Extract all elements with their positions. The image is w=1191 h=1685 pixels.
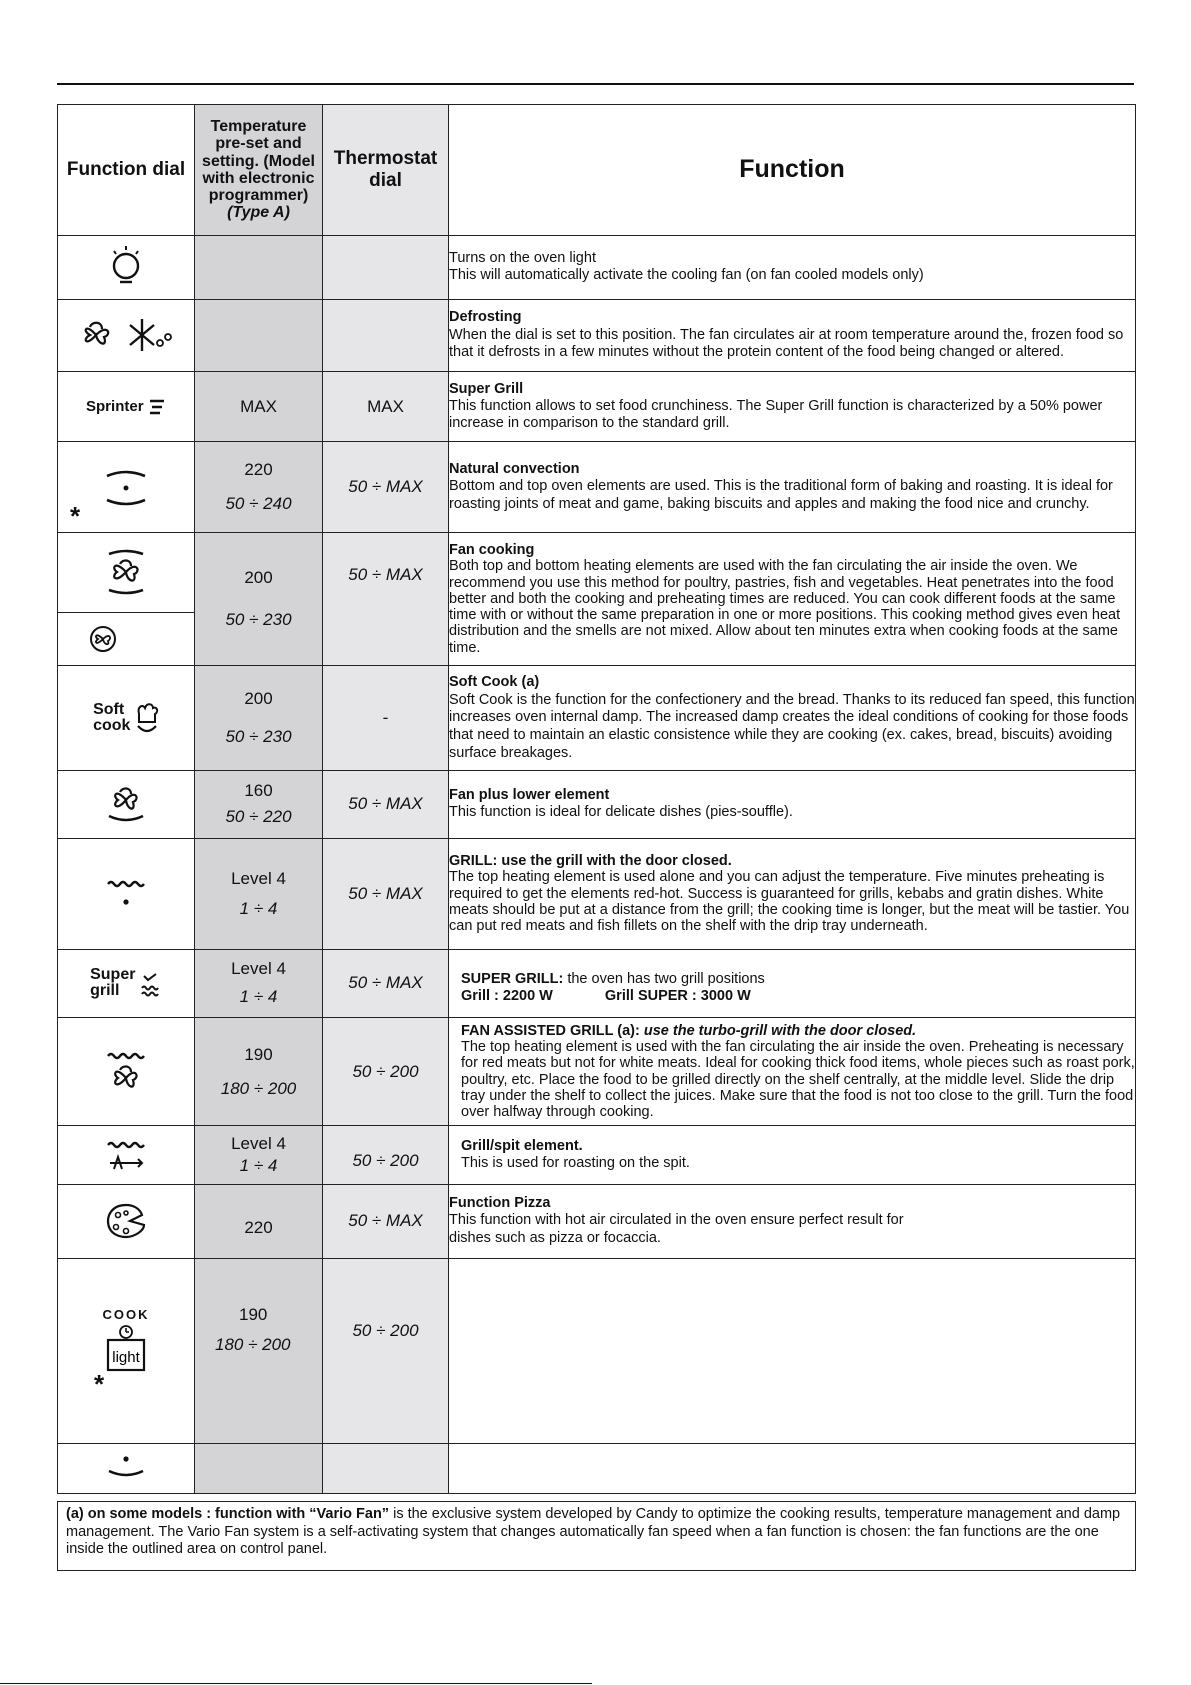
thermostat-cell bbox=[323, 299, 449, 371]
description-cell bbox=[449, 1017, 1136, 1125]
header-row bbox=[58, 105, 1136, 236]
header-temperature bbox=[195, 105, 323, 236]
temp-cell bbox=[195, 235, 323, 299]
icon-cell bbox=[58, 442, 195, 532]
description-text: Bottom and top oven elements are used. This is the traditional form of baking and roasting. It is ideal for roasting joints of meat and game, baking biscuits and apples and making the food nice and crunchy. bbox=[449, 478, 1113, 512]
description-cell bbox=[449, 839, 1136, 949]
temp-preset: 190 bbox=[244, 1044, 273, 1064]
table-row bbox=[58, 1443, 1136, 1493]
table-row bbox=[58, 1017, 1136, 1125]
temp-range: 180 ÷ 200 bbox=[220, 1078, 297, 1098]
description-text: Turns on the oven light This will automatically activate the cooling fan (on fan cooled models only) bbox=[449, 249, 924, 284]
description-title: SUPER GRILL: bbox=[461, 970, 564, 987]
thermostat-cell: 50 ÷ 200 bbox=[323, 1258, 449, 1443]
thermostat-cell: 50 ÷ MAX bbox=[323, 532, 449, 666]
description-text: This function allows to set food crunchiness. The Super Grill function is characterized by a 50% power increase in comparison to the standard grill. bbox=[449, 398, 1103, 432]
description-cell bbox=[449, 1443, 1136, 1493]
table-row bbox=[58, 235, 1136, 299]
temp-range: 50 ÷ 230 bbox=[225, 610, 292, 630]
temp-range: 1 ÷ 4 bbox=[239, 898, 278, 918]
soft-cook-icon-label bbox=[93, 702, 130, 734]
defrost-icon bbox=[76, 313, 176, 357]
cook-light-icon-group bbox=[103, 1307, 150, 1374]
description-title: Super Grill bbox=[449, 380, 524, 397]
description-cell bbox=[449, 372, 1136, 442]
description-text: The top heating element is used with the fan circulating the air inside the oven. Preheating is necessary for red meats but not for white meats. Ideal for cooking thick food items, whole pieces such as roast pork, poultry, etc. Place the food to be grilled directly on the shelf centrally, at the middle level. Slide the drip tray under the shelf to collect the juices. Make sure that the food is not too close to the grill. Turn the food over halfway through cooking. bbox=[461, 1039, 1135, 1121]
description-cell bbox=[449, 235, 1136, 299]
description-cell bbox=[449, 1126, 1136, 1184]
temp-range: 50 ÷ 230 bbox=[225, 727, 292, 747]
temp-preset: Level 4 bbox=[231, 1133, 286, 1153]
spit-icon bbox=[104, 1137, 148, 1173]
fan-icon bbox=[88, 624, 118, 654]
thermostat-cell: - bbox=[323, 666, 449, 770]
description-title: Soft Cook (a) bbox=[449, 673, 540, 690]
sprinter-icon bbox=[148, 397, 166, 417]
table-row bbox=[58, 372, 1136, 442]
icon-cell bbox=[58, 372, 195, 442]
temp-cell bbox=[195, 666, 323, 770]
super-grill-icon bbox=[140, 968, 162, 998]
temp-cell bbox=[195, 839, 323, 949]
description-cell bbox=[449, 1258, 1136, 1443]
fan-cooking-icon bbox=[103, 546, 149, 598]
icon-cell bbox=[58, 235, 195, 299]
thermostat-cell bbox=[323, 235, 449, 299]
header-thermostat: Thermostat dial bbox=[323, 105, 449, 236]
description-title: Fan plus lower element bbox=[449, 787, 610, 804]
icon-cell bbox=[58, 1443, 195, 1493]
description-title: Natural convection bbox=[449, 461, 580, 478]
icon-cell bbox=[58, 532, 195, 666]
thermostat-cell: 50 ÷ 200 bbox=[323, 1126, 449, 1184]
asterisk: * bbox=[70, 500, 81, 531]
description-title: FAN ASSISTED GRILL (a): bbox=[461, 1022, 640, 1039]
temp-preset: 160 bbox=[244, 781, 273, 801]
bottom-rule bbox=[0, 1683, 592, 1684]
thermostat-cell: 50 ÷ MAX bbox=[323, 949, 449, 1017]
oven-functions-table bbox=[57, 104, 1136, 1494]
temp-cell bbox=[195, 1184, 323, 1258]
oven-light-icon bbox=[106, 242, 146, 292]
table-row bbox=[58, 442, 1136, 532]
description-title: GRILL: use the grill with the door closed. bbox=[449, 853, 732, 870]
icon-cell bbox=[58, 949, 195, 1017]
grill-power: Grill : 2200 W bbox=[461, 988, 553, 1005]
cook-light-icon bbox=[104, 1322, 148, 1374]
description-title: Function Pizza bbox=[449, 1195, 551, 1212]
header-function-dial: Function dial bbox=[58, 105, 195, 236]
top-rule bbox=[57, 83, 1134, 85]
super-grill-icon-label bbox=[90, 967, 135, 999]
temp-preset: MAX bbox=[240, 396, 277, 416]
grill-label: grill bbox=[90, 982, 120, 1000]
header-function: Function bbox=[449, 105, 1136, 236]
temp-range: 50 ÷ 240 bbox=[225, 494, 292, 514]
cook-label: COOK bbox=[102, 1307, 150, 1323]
cook-label: cook bbox=[93, 717, 131, 735]
grill-icon bbox=[104, 874, 148, 914]
soft-label: Soft bbox=[93, 701, 125, 719]
table-row bbox=[58, 666, 1136, 770]
table-row bbox=[58, 839, 1136, 949]
icon-cell bbox=[58, 770, 195, 838]
temp-cell bbox=[195, 442, 323, 532]
temp-cell bbox=[195, 1017, 323, 1125]
light-label: light bbox=[112, 1349, 140, 1367]
temp-cell bbox=[195, 532, 323, 666]
table-row bbox=[58, 1258, 1136, 1443]
temp-range: 1 ÷ 4 bbox=[239, 1155, 278, 1175]
temp-cell bbox=[195, 770, 323, 838]
header-temperature-text: Temperature pre-set and setting. (Model with electronic programmer) bbox=[202, 117, 315, 205]
description-title-rest: the oven has two grill positions bbox=[563, 970, 765, 987]
description-title: Fan cooking bbox=[449, 542, 535, 559]
description-text: This function is ideal for delicate dishes (pies-souffle). bbox=[449, 804, 793, 821]
table-row bbox=[58, 770, 1136, 838]
thermostat-cell: 50 ÷ MAX bbox=[323, 442, 449, 532]
icon-cell-bottom bbox=[58, 613, 194, 666]
icon-cell bbox=[58, 1184, 195, 1258]
icon-cell-top bbox=[58, 532, 194, 613]
temp-range: 180 ÷ 200 bbox=[215, 1334, 291, 1354]
footnote bbox=[57, 1501, 1136, 1571]
thermostat-cell: 50 ÷ MAX bbox=[323, 1184, 449, 1258]
thermostat-cell: MAX bbox=[323, 372, 449, 442]
temp-cell bbox=[195, 1126, 323, 1184]
super-grill-power: Grill SUPER : 3000 W bbox=[604, 988, 751, 1005]
natural-convection-icon bbox=[101, 462, 151, 512]
icon-cell bbox=[58, 839, 195, 949]
temp-range: 50 ÷ 220 bbox=[225, 807, 292, 827]
temp-cell bbox=[195, 299, 323, 371]
thermostat-cell: 50 ÷ MAX bbox=[323, 770, 449, 838]
table-row bbox=[58, 299, 1136, 371]
table-row bbox=[58, 532, 1136, 666]
sprinter-icon-label: Sprinter bbox=[86, 398, 144, 416]
temp-preset: 220 bbox=[244, 1218, 273, 1238]
table-row bbox=[58, 1126, 1136, 1184]
description-text: Both top and bottom heating elements are used with the fan circulating the air inside the oven. We recommend you use this method for poultry, pastries, fish and vegetables. Heat penetrates into the food better and both the cooking and preheating times are reduced. You can cook different foods at the same time with or without the same preparation in one or more positions. This cooking method gives even heat distribution and the smells are not mixed. Allow about ten minutes extra when cooking foods at the same time. bbox=[449, 558, 1121, 656]
temp-preset: 200 bbox=[244, 689, 273, 709]
temp-preset: 200 bbox=[244, 568, 273, 588]
fan-grill-icon bbox=[104, 1048, 148, 1096]
thermostat-cell bbox=[323, 1443, 449, 1493]
description-cell bbox=[449, 666, 1136, 770]
soft-cook-icon bbox=[135, 700, 159, 736]
temp-range: 1 ÷ 4 bbox=[239, 987, 278, 1007]
description-cell bbox=[449, 1184, 1136, 1258]
description-text: This function with hot air circulated in the oven ensure perfect result for dishes such as pizza or focaccia. bbox=[449, 1212, 904, 1246]
description-text: When the dial is set to this position. The fan circulates air at room temperature around the, frozen food so that it defrosts in a few minutes without the protein content of the food being changed or altered. bbox=[449, 326, 1124, 361]
description-text: The top heating element is used alone and you can adjust the temperature. Five minutes preheating is required to get the elements red-hot. Success is guaranteed for grills, kebabs and gratin dishes. White meats should be put at a distance from the grill; the cooking time is longer, but the meat will be tastier. You can put red meats and fish fillets on the shelf with the drip tray underneath. bbox=[449, 869, 1130, 935]
thermostat-cell: 50 ÷ MAX bbox=[323, 839, 449, 949]
description-title: Grill/spit element. bbox=[461, 1137, 583, 1154]
description-title: Defrosting bbox=[449, 309, 522, 326]
description-text: Soft Cook is the function for the confectionery and the bread. Thanks to its reduced fan speed, this function increases oven internal damp. The increased damp creates the ideal conditions of cooking for those foods that need to maintain an elastic consistence while they are cooking (ex. cakes, bread, biscuits) avoiding surface breakages. bbox=[449, 691, 1135, 761]
table-row bbox=[58, 1184, 1136, 1258]
description-cell bbox=[449, 442, 1136, 532]
description-cell bbox=[449, 532, 1136, 666]
icon-cell bbox=[58, 1017, 195, 1125]
icon-cell bbox=[58, 299, 195, 371]
icon-cell bbox=[58, 666, 195, 770]
asterisk: * bbox=[94, 1368, 105, 1399]
footnote-bold: (a) on some models : function with “Vario Fan” bbox=[66, 1506, 390, 1522]
description-cell bbox=[449, 299, 1136, 371]
description-cell bbox=[449, 949, 1136, 1017]
temp-preset: 190 bbox=[239, 1304, 268, 1324]
header-temperature-type: (Type A) bbox=[227, 204, 290, 222]
description-cell bbox=[449, 770, 1136, 838]
super-label: Super bbox=[90, 966, 136, 984]
fan-lower-element-icon bbox=[104, 782, 148, 826]
temp-preset: Level 4 bbox=[231, 959, 286, 979]
temp-cell bbox=[195, 949, 323, 1017]
footnote-text: is the exclusive system developed by Candy to optimize the cooking results, temperature management and damp management. The Vario Fan system is a self-activating system that changes automatically fan speed when a fan function is chosen: the fan functions are the one inside the outlined area on control panel. bbox=[66, 1506, 1121, 1558]
temp-preset: 220 bbox=[244, 460, 273, 480]
thermostat-cell: 50 ÷ 200 bbox=[323, 1017, 449, 1125]
icon-cell bbox=[58, 1258, 195, 1443]
pizza-icon bbox=[104, 1201, 148, 1241]
temp-preset: Level 4 bbox=[231, 868, 286, 888]
lower-element-icon bbox=[104, 1451, 148, 1485]
temp-cell bbox=[195, 1443, 323, 1493]
temp-cell bbox=[195, 1258, 323, 1443]
description-title-italic: use the turbo-grill with the door closed. bbox=[639, 1022, 917, 1039]
table-row bbox=[58, 949, 1136, 1017]
temp-cell bbox=[195, 372, 323, 442]
description-text: This is used for roasting on the spit. bbox=[461, 1154, 690, 1171]
icon-cell bbox=[58, 1126, 195, 1184]
